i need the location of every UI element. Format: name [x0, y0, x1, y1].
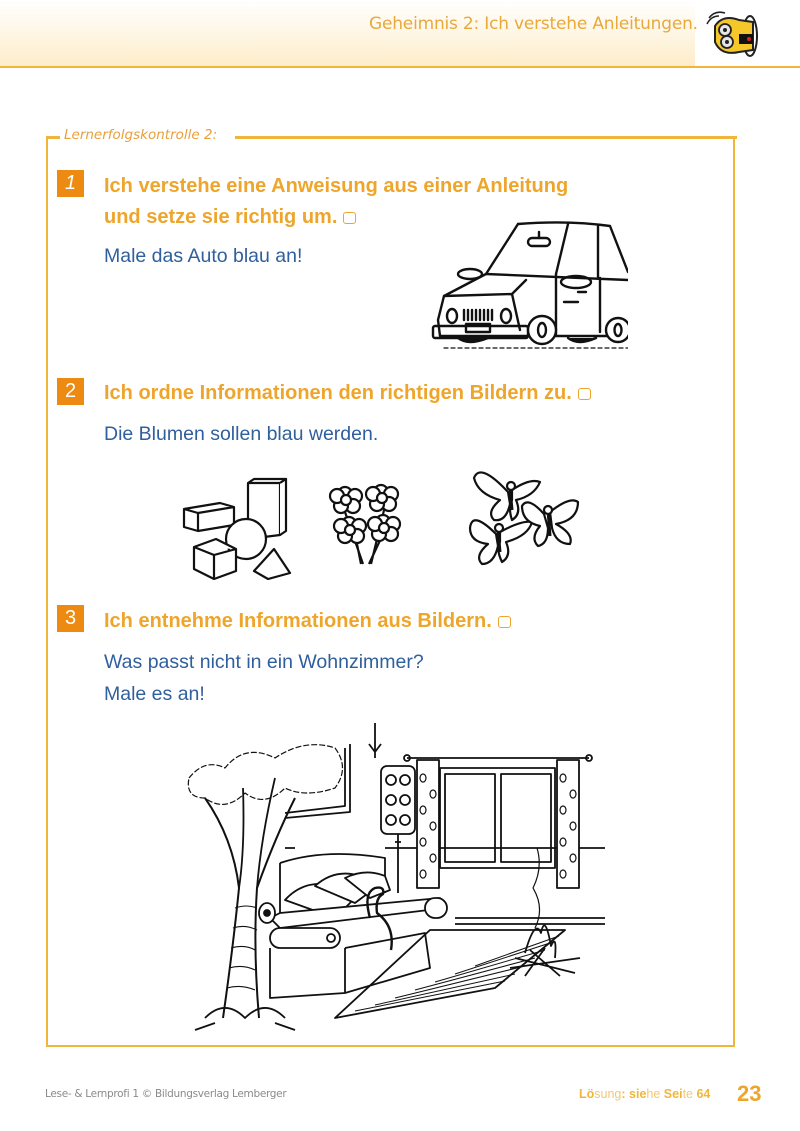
solution-text-part: : sie [621, 1087, 647, 1101]
butterflies-illustration[interactable] [460, 460, 585, 575]
car-illustration[interactable] [428, 212, 628, 352]
task-title-line: Ich entnehme Informationen aus Bildern. [104, 610, 492, 632]
bee-peeking-mascot-icon [703, 8, 767, 60]
task-2-title [104, 378, 591, 409]
copyright-text: Lese- & Lernprofi 1 © Bildungsverlag Lemberger [45, 1088, 287, 1100]
task-2-instruction: Die Blumen sollen blau werden. [104, 423, 379, 445]
self-check-checkbox[interactable] [343, 212, 356, 224]
chapter-title: Geheimnis 2: Ich verstehe Anleitungen. [369, 14, 698, 34]
solution-text-part: sung [594, 1087, 622, 1101]
page-number: 23 [737, 1081, 762, 1106]
task-3-instruction [104, 646, 424, 710]
solution-text-part: Lö [579, 1087, 595, 1101]
self-check-checkbox[interactable] [578, 388, 591, 400]
flowers-illustration[interactable] [325, 478, 410, 568]
header-divider [0, 66, 800, 68]
task-title-line: und setze sie richtig um. [104, 206, 338, 228]
blocks-illustration[interactable] [180, 475, 295, 580]
solution-text-part: Sei [660, 1087, 683, 1101]
task-1-instruction: Male das Auto blau an! [104, 245, 303, 267]
task-title-line: Ich ordne Informationen den richtigen Bildern zu. [104, 382, 572, 404]
section-label: Lernerfolgskontrolle 2: [64, 127, 218, 143]
self-check-checkbox[interactable] [498, 616, 511, 628]
task-number-badge: 1 [57, 170, 84, 197]
solution-text-part: 64 [693, 1087, 711, 1101]
solution-reference [579, 1087, 710, 1101]
instruction-line: Male es an! [104, 683, 205, 705]
task-3-title [104, 606, 511, 637]
task-number-badge: 2 [57, 378, 84, 405]
task-number-badge: 3 [57, 605, 84, 632]
solution-text-part: he [646, 1087, 661, 1101]
instruction-line: Was passt nicht in ein Wohnzimmer? [104, 651, 424, 673]
task-title-line: Ich verstehe eine Anweisung aus einer Anleitung [104, 175, 569, 197]
living-room-illustration[interactable] [185, 718, 605, 1033]
solution-text-part: te [682, 1087, 693, 1101]
